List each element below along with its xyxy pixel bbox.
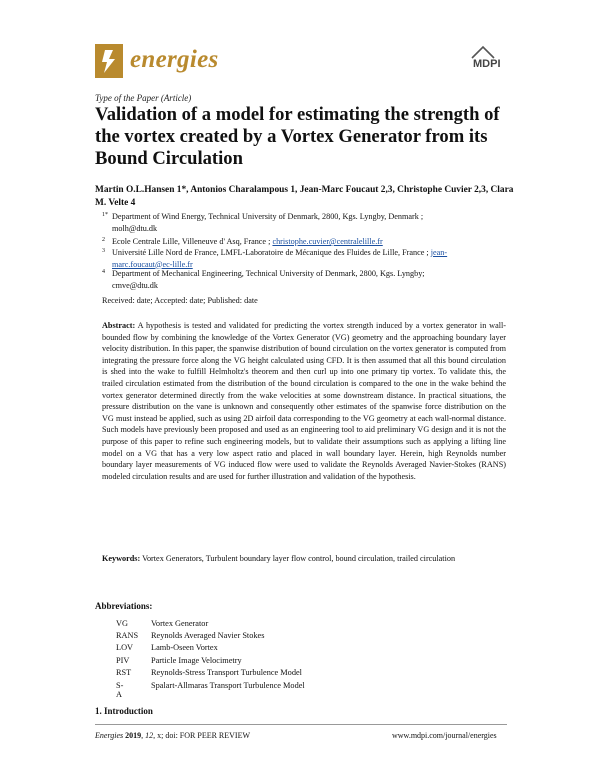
abstract-text: A hypothesis is tested and validated for predicting the vortex strength induced by a vortex generator in wall-bounded flow by combining the knowledge of the Vortex Generator (VG) geometry and the approaching boundary layer velocity distribution. In this paper, the spanwise distribution of bound circulation on the vortex generator is computed from integrating the pressure force along the VG height calculated using CFD. It is then assumed that all this bound circulation is shed into the wake to fulfill Helmholtz's theorem and then curl up into one primary tip vortex. To validate this, the trailed circulation estimated from the distribution of the bound circulation is compared to the one in the wake behind the vortex generator determined directly from the wake velocities at some downstream distance. In practical situations, the pressure distribution on the vane is unknown and consequently other estimates of the spanwise force distribution on the VG must instead be applied, such as using 2D airfoil data corresponding to the VG geometry at each wall-normal distance. Such models have previously been proposed and used as an engineering tool to aid preliminary VG design and it is not the purpose of this paper to refine such engineering models, but to validate their assumptions such as applying a lifting line model on a VG that has a very low aspect ratio and placed in wall boundary layer. Herein, high Reynolds number boundary layer measurements of VG induced flow were used to validate the Reynolds Averaged Navier-Stokes (RANS) modeled circulation results and are used for further illustration and validation of the hypothesis. <box>102 321 506 481</box>
footer-journal: Energies <box>95 731 124 740</box>
authors <box>95 184 520 210</box>
footer-citation: Energies 2019, 12, x; doi: FOR PEER REVIEW <box>95 731 251 740</box>
abbreviation-key: LOV <box>116 643 134 652</box>
email-link[interactable]: christophe.cuvier@centralelille.fr <box>272 237 383 246</box>
section-heading: 1. Introduction <box>95 706 153 716</box>
affiliation-marker: 1* <box>102 212 108 218</box>
journal-logo <box>95 44 123 78</box>
lightning-icon <box>95 44 123 78</box>
abbreviation-value: Lamb-Oseen Vortex <box>151 643 218 652</box>
abbreviation-value: Particle Image Velocimetry <box>151 656 242 665</box>
footer-divider <box>95 724 507 725</box>
affiliation-text: Ecole Centrale Lille, Villeneuve d' Asq, France ; <box>112 237 271 246</box>
abstract <box>102 320 506 482</box>
footer-doi: , x; doi: FOR PEER REVIEW <box>153 731 251 740</box>
affiliation-text: Department of Wind Energy, Technical University of Denmark, 2800, Kgs. Lyngby, Denmark ; <box>112 212 424 221</box>
publisher-name: MDPI <box>473 58 501 70</box>
abbreviation-key: PIV <box>116 656 130 665</box>
footer-url[interactable]: www.mdpi.com/journal/energies <box>392 731 497 740</box>
abbreviation-value: Reynolds Averaged Navier Stokes <box>151 631 265 640</box>
dates: Received: date; Accepted: date; Published: date <box>102 296 258 305</box>
authors-line-1: Martin O.L.Hansen 1*, Antonios Charalampous 1, Jean-Marc Foucaut 2,3, Christophe Cuvier 2,3, Clara <box>95 185 514 195</box>
keywords <box>102 553 506 565</box>
abbreviation-key: RANS <box>116 631 139 640</box>
authors-line-2: M. Velte 4 <box>95 198 136 208</box>
affiliation-1 <box>102 211 522 235</box>
abbreviation-key: RST <box>116 668 132 677</box>
affiliation-text: Department of Mechanical Engineering, Technical University of Denmark, 2800, Kgs. Lyngby; <box>112 269 425 278</box>
affiliation-marker: 3 <box>102 248 105 254</box>
affiliation-marker: 2 <box>102 237 105 243</box>
footer-volume: 12 <box>145 731 154 740</box>
affiliation-marker: 4 <box>102 269 105 275</box>
abbreviation-key: VG <box>116 619 128 628</box>
keywords-label: Keywords: <box>102 554 141 563</box>
affiliation-email: cmve@dtu.dk <box>112 280 158 290</box>
email-link-continued[interactable]: marc.foucaut@ec-lille.fr <box>112 259 193 269</box>
abbreviation-value: Spalart-Allmaras Transport Turbulence Model <box>151 681 305 690</box>
keywords-text: Vortex Generators, Turbulent boundary layer flow control, bound circulation, trailed circulation <box>142 554 456 563</box>
journal-name: energies <box>130 46 219 73</box>
abstract-label: Abstract: <box>102 321 136 330</box>
abbreviation-value: Reynolds-Stress Transport Turbulence Model <box>151 668 302 677</box>
affiliation-text: Université Lille Nord de France, LMFL-Laboratoire de Mécanique des Fluides de Lille, France ; <box>112 248 429 257</box>
paper-title: Validation of a model for estimating the strength of the vortex created by a Vortex Generator from its Bound Circulation <box>95 104 500 169</box>
abbreviation-key: S-A <box>116 681 124 699</box>
abbreviations-heading: Abbreviations: <box>95 601 153 611</box>
affiliation-email: molh@dtu.dk <box>112 223 158 233</box>
footer-year: 2019 <box>125 731 142 740</box>
affiliation-4 <box>102 268 522 292</box>
email-link[interactable]: jean- <box>430 248 448 257</box>
abbreviation-value: Vortex Generator <box>151 619 209 628</box>
paper-type: Type of the Paper (Article) <box>95 93 192 103</box>
